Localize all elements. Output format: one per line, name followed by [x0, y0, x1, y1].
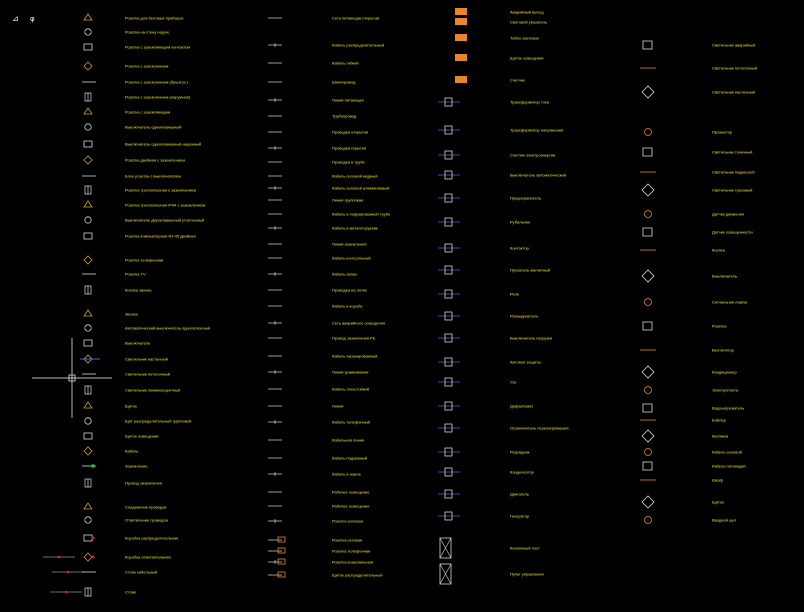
- col4-label: Водонагреватель: [712, 405, 745, 411]
- col4-label: Шкаф: [712, 477, 724, 483]
- col1-label: Автоматический выключатель однополюсный: [125, 325, 210, 331]
- red-dot-symbol: [92, 556, 95, 559]
- col3-label: Счетчик: [510, 77, 525, 83]
- col2-label: Кабель распределительный: [332, 42, 385, 48]
- socket-symbol: [85, 29, 91, 35]
- socket-symbol: [85, 124, 91, 130]
- diamond-symbol: [642, 496, 654, 508]
- panel-symbol: [85, 93, 91, 101]
- diamond-symbol: [642, 86, 654, 98]
- col4-label: Сигнальная лампа: [712, 299, 747, 305]
- col2-label: Кабель связи: [332, 271, 357, 277]
- col2-label: Розетка сетевая: [332, 537, 363, 543]
- col1-label: Розетка с заземляющим: [125, 109, 171, 115]
- col1-label: Выключатель: [125, 340, 151, 346]
- phi-icon: φ: [30, 15, 35, 23]
- socket-symbol: [84, 108, 92, 114]
- col4-label: Кнопка: [712, 247, 725, 253]
- col4-label: Электроплита: [712, 387, 739, 393]
- col3-label: Контактор: [510, 245, 529, 251]
- col2-label: Кабель подземный: [332, 455, 368, 461]
- col1-label: Стояк кабельный: [125, 569, 158, 575]
- col2-label: Линия уравнивания: [332, 369, 369, 375]
- orange-block-symbol: [455, 76, 467, 83]
- col2-label: Кабель экранированный: [332, 353, 378, 359]
- col3-label: Ограничитель перенапряжения: [510, 425, 569, 431]
- orange-ring-symbol: [645, 129, 652, 136]
- col2-label: Розетка телефонная: [332, 548, 371, 554]
- col4-label: Кабель силовой: [712, 449, 742, 455]
- diamond-symbol: [642, 184, 654, 196]
- orange-ring-symbol: [645, 211, 652, 218]
- socket-symbol: [84, 402, 92, 408]
- col1-label: Стояк: [125, 589, 136, 595]
- luminaire-symbol: [643, 322, 652, 330]
- switch-symbol: [84, 340, 92, 346]
- col2-label: Кабель гибкий: [332, 60, 359, 66]
- col1-label: Заземление: [125, 463, 148, 469]
- col1-label: Выключатель двухклавишный утопленный: [125, 217, 205, 223]
- col1-label: Щиток освещения: [125, 433, 159, 439]
- col1-label: Ответвление проводов: [125, 517, 168, 523]
- col1-label: Светильник настенный: [125, 356, 168, 362]
- col3-label: Щиток освещения: [510, 55, 544, 61]
- col2-label: Линия: [332, 403, 344, 409]
- col2-label: Кабель огнестойкий: [332, 386, 370, 392]
- col4-label: Вентилятор: [712, 347, 734, 353]
- socket-symbol: [84, 14, 92, 20]
- col1-label: Розетка трехполюсная IP44 с заземлением: [125, 202, 206, 208]
- outlet-symbol: [84, 256, 92, 264]
- diamond-symbol: [642, 366, 654, 378]
- col3-label: Конденсатор: [510, 469, 534, 475]
- red-dot-symbol: [92, 537, 95, 540]
- col3-label: Трансформатор напряжения: [510, 127, 564, 133]
- col4-label: Кондиционер: [712, 369, 737, 375]
- col4-label: Розетка: [712, 323, 727, 329]
- col3-label: Выключатель автоматический: [510, 172, 566, 178]
- col2-label: Кабельная линия: [332, 437, 365, 443]
- col1-label: Розетка с заземлением (брызгоз.): [125, 79, 188, 85]
- orange-socket-symbol: [278, 572, 285, 577]
- col4-label: Светильник точечный: [712, 149, 753, 155]
- red-dot-symbol: [58, 556, 61, 559]
- luminaire-symbol: [643, 462, 652, 470]
- col4-label: Светильник трековый: [712, 187, 753, 193]
- col2-label: Кабель контрольный: [332, 255, 371, 261]
- col4-label: Выключатель: [712, 273, 738, 279]
- cabinet-cross-symbol: [440, 538, 451, 558]
- col2-label: Розетка коаксиальная: [332, 559, 374, 565]
- col3-label: Генератор: [510, 513, 530, 519]
- col2-label: Рабочее освещение: [332, 503, 370, 509]
- orange-block-symbol: [455, 34, 467, 41]
- outlet-symbol: [84, 156, 92, 164]
- col2-label: Кабель в гофрированной трубе: [332, 211, 391, 217]
- col3-label: Табло световое: [510, 35, 540, 41]
- col1-label: Звонок: [125, 311, 138, 317]
- col1-label: Щит распределительный групповой: [125, 418, 192, 424]
- col1-label: Щиток: [125, 403, 137, 409]
- col3-label: Световой указатель: [510, 19, 548, 25]
- col3-label: Пускатель магнитный: [510, 267, 551, 273]
- col3-label: Автомат защиты: [510, 359, 541, 365]
- col3-label: Разрядник: [510, 449, 530, 455]
- switch-symbol: [84, 44, 92, 50]
- col2-label: Проводка на лотке: [332, 287, 367, 293]
- col3-label: Выключатель нагрузки: [510, 335, 553, 341]
- switch-symbol: [84, 535, 92, 541]
- orange-block-symbol: [455, 54, 467, 61]
- cabinet-cross-symbol: [440, 564, 451, 584]
- orange-socket-symbol: [278, 537, 285, 542]
- orange-ring-symbol: [645, 449, 652, 456]
- col1-label: Светильник люминесцентный: [125, 387, 181, 393]
- col4-label: Вытяжка: [712, 433, 729, 439]
- orange-ring-symbol: [645, 299, 652, 306]
- col1-label: Кабель: [125, 448, 139, 454]
- socket-symbol: [84, 310, 92, 316]
- col1-label: Розетка с заземлением: [125, 63, 169, 69]
- col1-label: Кнопка звонка: [125, 287, 152, 293]
- col2-label: Проводка в трубе: [332, 159, 365, 165]
- col1-label: Блок розеток с выключателем: [125, 173, 181, 179]
- col1-label: Провод заземления: [125, 480, 162, 486]
- col2-label: Сеть питающая открытая: [332, 15, 380, 21]
- orange-ring-symbol: [645, 387, 652, 394]
- col1-label: Розетка компьютерная RJ-45 двойная: [125, 233, 196, 239]
- col3-label: Реле: [510, 291, 520, 297]
- col1-label: Выключатель одноклавишный: [125, 124, 182, 130]
- switch-symbol: [84, 433, 92, 439]
- col4-label: Светильник потолочный: [712, 65, 757, 71]
- col3-label: Предохранитель: [510, 195, 541, 201]
- col4-label: Датчик освещенности: [712, 229, 753, 235]
- col3-label: Двигатель: [510, 491, 529, 497]
- socket-symbol: [85, 418, 91, 424]
- socket-symbol: [85, 517, 91, 523]
- col1-label: Розетка TV: [125, 271, 146, 277]
- orange-socket-symbol: [278, 559, 285, 564]
- col2-label: Линия питающая: [332, 97, 364, 103]
- col2-label: Проводка открытая: [332, 129, 369, 135]
- diamond-symbol: [642, 430, 654, 442]
- socket-symbol: [85, 325, 91, 331]
- col3-label: Трансформатор тока: [510, 99, 549, 105]
- col3-label: Рубильник: [510, 219, 530, 225]
- col4-label: Вводной щит: [712, 517, 737, 523]
- panel-symbol: [85, 386, 91, 394]
- outlet-symbol: [84, 62, 92, 70]
- col4-label: Бойлер: [712, 417, 726, 423]
- panel-symbol: [85, 588, 91, 596]
- orange-ring-symbol: [645, 517, 652, 524]
- col2-label: Кабель в коробе: [332, 303, 363, 309]
- red-dot-symbol: [67, 571, 70, 574]
- luminaire-symbol: [643, 228, 652, 236]
- col2-label: Трубопровод: [332, 113, 357, 119]
- col4-label: Кабель питающий: [712, 463, 746, 469]
- col3-label: Дифавтомат: [510, 403, 534, 409]
- outlet-symbol: [84, 447, 92, 455]
- col2-label: Сеть аварийного освещения: [332, 320, 385, 326]
- col4-label: Щиток: [712, 499, 724, 505]
- col2-label: Рабочее освещение: [332, 489, 370, 495]
- orange-block-symbol: [455, 18, 467, 25]
- socket-symbol: [85, 217, 91, 223]
- col1-label: Светильник потолочный: [125, 371, 170, 377]
- col3-label: Узо: [510, 379, 517, 385]
- col3-label: Разъединитель: [510, 313, 539, 319]
- outlet-symbol: [84, 553, 92, 561]
- green-dot-symbol: [91, 464, 95, 468]
- col2-label: Провод заземления РЕ: [332, 335, 376, 341]
- col4-label: Светильник подвесной: [712, 169, 755, 175]
- orange-socket-symbol: [278, 548, 285, 553]
- col1-label: Розетка с заземлением (наружная): [125, 94, 191, 100]
- col3-label: Аварийный выход: [510, 9, 544, 15]
- col4-label: Датчик движения: [712, 211, 745, 217]
- col2-label: Линия заземления: [332, 241, 367, 247]
- col2-label: Щиток распределительный: [332, 572, 383, 578]
- panel-symbol: [85, 479, 91, 487]
- panel-symbol: [85, 186, 91, 194]
- panel-symbol: [85, 286, 91, 294]
- col1-label: Розетка на стену наруж.: [125, 29, 170, 35]
- col1-label: Розетка трехполюсная с заземлением: [125, 187, 196, 193]
- col4-label: Светильник настенный: [712, 89, 755, 95]
- col1-label: Розетка для бытовых приборов: [125, 15, 184, 21]
- col1-label: Розетка с заземляющим контактом: [125, 44, 191, 50]
- col1-label: Соединение проводов: [125, 504, 167, 510]
- col3-label: Счетчик электроэнергии: [510, 152, 556, 158]
- col1-label: Выключатель одноклавишный наружный: [125, 141, 202, 147]
- switch-symbol: [84, 233, 92, 239]
- col2-label: Шинопровод: [332, 79, 356, 85]
- socket-symbol: [84, 201, 92, 207]
- luminaire-symbol: [643, 148, 652, 156]
- diamond-symbol: [642, 270, 654, 282]
- col2-label: Кабель силовой медный: [332, 173, 378, 179]
- col2-label: Кабель силовой алюминиевый: [332, 185, 390, 191]
- luminaire-symbol: [643, 404, 652, 412]
- col3-label: Кнопочный пост: [510, 545, 540, 551]
- socket-symbol: [84, 503, 92, 509]
- col2-label: Кабель телефонный: [332, 419, 370, 425]
- col2-label: Проводка скрытая: [332, 145, 367, 151]
- luminaire-symbol: [643, 41, 652, 49]
- col1-label: Розетка двойная с заземлением: [125, 157, 186, 163]
- col4-label: Прожектор: [712, 129, 733, 135]
- col3-label: Пульт управления: [510, 571, 544, 577]
- orange-block-symbol: [455, 8, 467, 15]
- cursor-icon: ⊿: [12, 14, 19, 23]
- col1-label: Розетка телефонная: [125, 257, 164, 263]
- col2-label: Кабель в земле: [332, 471, 361, 477]
- red-dot-symbol: [65, 591, 68, 594]
- col1-label: Коробка распределительная: [125, 535, 179, 541]
- col2-label: Кабель в металлорукаве: [332, 225, 378, 231]
- col4-label: Светильник аварийный: [712, 42, 756, 48]
- col1-label: Коробка ответвительная: [125, 554, 171, 560]
- col2-label: Линия групповая: [332, 197, 364, 203]
- switch-symbol: [84, 141, 92, 147]
- col2-label: Розетка силовая: [332, 518, 363, 524]
